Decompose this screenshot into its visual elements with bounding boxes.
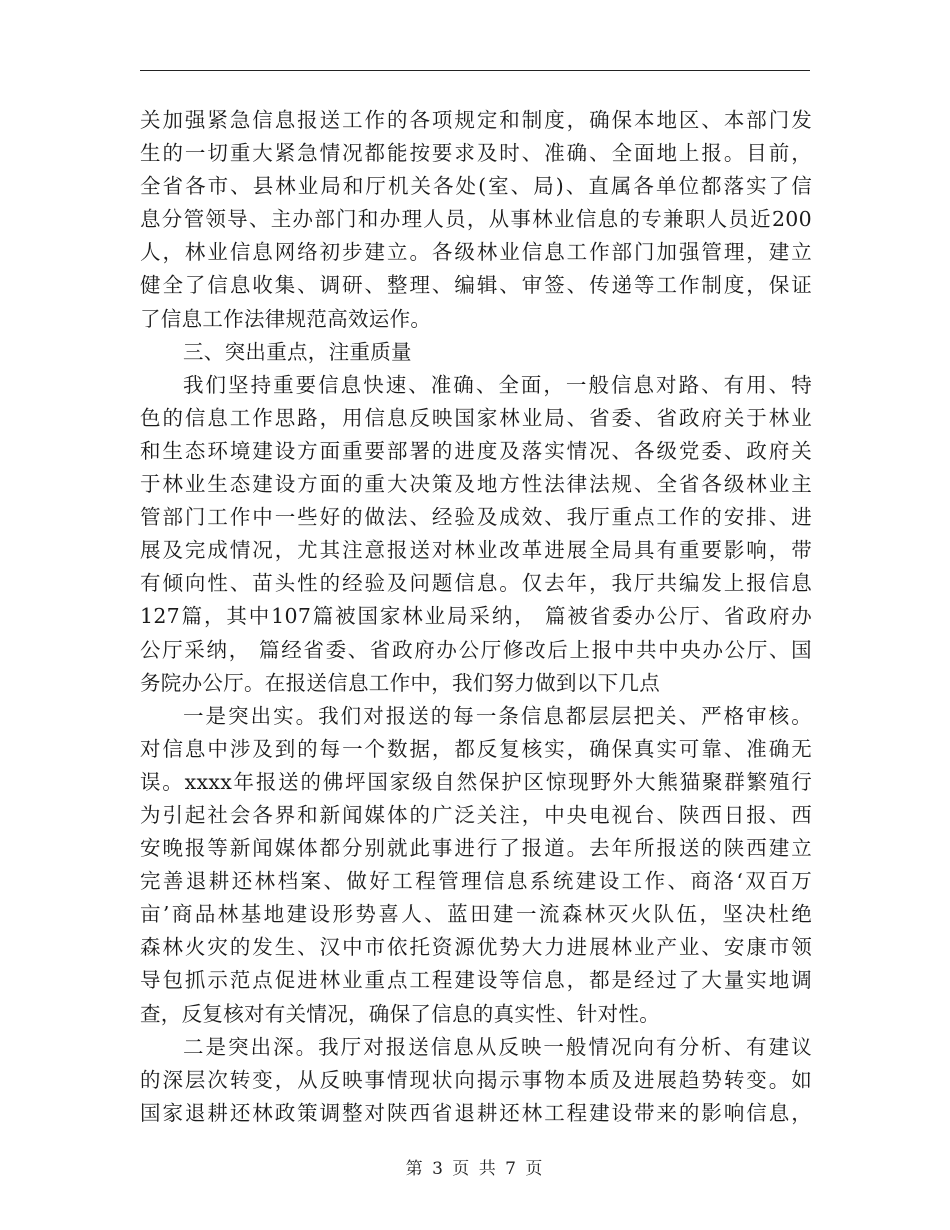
page-number: 第 3 页 共 7 页 [405,1159,545,1179]
document-body [140,104,812,1130]
text-line: 生的一切重大紧急情况都能按要求及时、准确、全面地上报。目前， [140,141,812,166]
text-line: 国家退耕还林政策调整对陕西省退耕还林工程建设带来的影响信息， [140,1100,812,1125]
text-line: 对信息中涉及到的每一个数据，都反复核实，确保真实可靠、准确无 [140,736,812,761]
text-line: 为引起社会各界和新闻媒体的广泛关注，中央电视台、陕西日报、西 [140,802,812,827]
text-line: 于林业生态建设方面的重大决策及地方性法律法规、全省各级林业主 [140,472,812,497]
text-line: 查，反复核对有关情况，确保了信息的真实性、针对性。 [140,1001,660,1026]
text-line: 二是突出深。我厅对报送信息从反映一般情况向有分析、有建议 [183,1034,812,1059]
text-line: 和生态环境建设方面重要部署的进度及落实情况、各级党委、政府关 [140,438,812,463]
text-line: 关加强紧急信息报送工作的各项规定和制度，确保本地区、本部门发 [140,108,812,132]
text-line: 一是突出实。我们对报送的每一条信息都层层把关、严格审核。 [183,703,812,728]
header-divider [140,70,810,71]
text-line: 导包抓示范点促进林业重点工程建设等信息，都是经过了大量实地调 [140,968,812,993]
text-line: 色的信息工作思路，用信息反映国家林业局、省委、省政府关于林业 [140,405,812,430]
text-line: 的深层次转变，从反映事情现状向揭示事物本质及进展趋势转变。如 [140,1067,812,1092]
text-line: 公厅采纳， 篇经省委、省政府办公厅修改后上报中共中央办公厅、国 [140,637,812,662]
text-line: 亩’商品林基地建设形势喜人、蓝田建一流森林灭火队伍，坚决杜绝 [140,902,812,927]
text-line: 完善退耕还林档案、做好工程管理信息系统建设工作、商洛‘双百万 [140,869,812,894]
section-heading: 三、突出重点，注重质量 [183,339,412,364]
text-line: 森林火灾的发生、汉中市依托资源优势大力进展林业产业、安康市领 [140,935,812,960]
text-line: 全省各市、县林业局和厅机关各处(室、局)、直属各单位都落实了信 [140,174,812,199]
text-line: 误。xxxx年报送的佛坪国家级自然保护区惊现野外大熊猫聚群繁殖行 [140,769,812,794]
text-line: 127篇，其中107篇被国家林业局采纳， 篇被省委办公厅、省政府办 [140,604,812,629]
text-line: 有倾向性、苗头性的经验及问题信息。仅去年，我厅共编发上报信息 [140,571,812,596]
text-line: 安晚报等新闻媒体都分别就此事进行了报道。去年所报送的陕西建立 [140,836,812,861]
text-line: 我们坚持重要信息快速、准确、全面，一般信息对路、有用、特 [183,372,812,397]
text-line: 务院办公厅。在报送信息工作中，我们努力做到以下几点 [140,670,660,695]
text-line: 息分管领导、主办部门和办理人员，从事林业信息的专兼职人员近200 [140,207,812,232]
text-line: 了信息工作法律规范高效运作。 [140,306,432,331]
text-line: 人，林业信息网络初步建立。各级林业信息工作部门加强管理，建立 [140,240,812,265]
text-line: 管部门工作中一些好的做法、经验及成效、我厅重点工作的安排、进 [140,505,812,530]
text-line: 健全了信息收集、调研、整理、编辑、审签、传递等工作制度，保证 [140,273,812,298]
text-line: 展及完成情况，尤其注意报送对林业改革进展全局具有重要影响，带 [140,538,812,563]
